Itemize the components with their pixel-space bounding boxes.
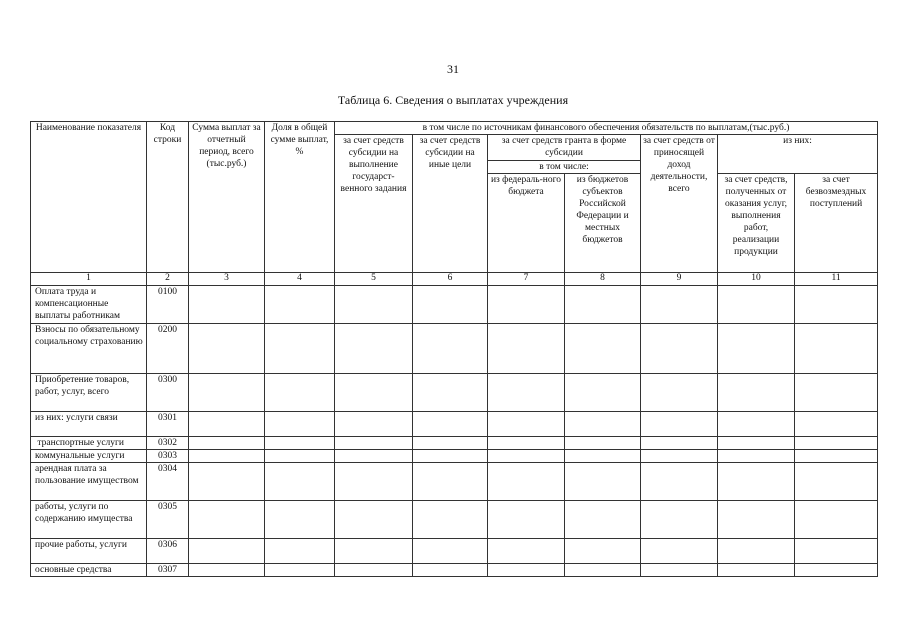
row-name: прочие работы, услуги <box>31 539 147 564</box>
row-name: Оплата труда и компенсационные выплаты работникам <box>31 286 147 324</box>
data-cell <box>795 286 878 324</box>
column-number: 11 <box>795 273 878 286</box>
data-cell <box>718 374 795 412</box>
header-share: Доля в общей сумме выплат, % <box>265 122 335 273</box>
row-code: 0302 <box>147 437 189 450</box>
table-row <box>31 437 878 450</box>
data-cell <box>335 324 413 374</box>
data-cell <box>641 412 718 437</box>
data-cell <box>189 437 265 450</box>
data-cell <box>189 374 265 412</box>
data-cell <box>413 450 488 463</box>
header-income: за счет средств от приносящей доход деятельности, всего <box>641 135 718 273</box>
data-cell <box>265 437 335 450</box>
data-cell <box>795 324 878 374</box>
data-cell <box>265 501 335 539</box>
table-row <box>31 286 878 324</box>
data-cell <box>718 437 795 450</box>
table-row <box>31 374 878 412</box>
data-cell <box>795 539 878 564</box>
data-cell <box>488 539 565 564</box>
data-cell <box>795 463 878 501</box>
table-row <box>31 450 878 463</box>
data-cell <box>265 412 335 437</box>
header-sources: в том числе по источникам финансового обеспечения обязательств по выплатам,(тыс.руб.) <box>335 122 878 135</box>
data-cell <box>265 286 335 324</box>
table-row <box>31 463 878 501</box>
data-cell <box>488 286 565 324</box>
data-cell <box>565 539 641 564</box>
data-cell <box>189 412 265 437</box>
data-cell <box>335 463 413 501</box>
data-cell <box>413 286 488 324</box>
row-code: 0300 <box>147 374 189 412</box>
row-code: 0305 <box>147 501 189 539</box>
header-services: за счет средств, полученных от оказания услуг, выполнения работ, реализации продукции <box>718 174 795 273</box>
data-cell <box>565 324 641 374</box>
table-row <box>31 412 878 437</box>
header-regional: из бюджетов субъектов Российской Федерации и местных бюджетов <box>565 174 641 273</box>
table-row <box>31 539 878 564</box>
row-name: транспортные услуги <box>31 437 147 450</box>
data-cell <box>189 463 265 501</box>
data-cell <box>189 286 265 324</box>
column-number: 8 <box>565 273 641 286</box>
column-number: 2 <box>147 273 189 286</box>
data-cell <box>265 463 335 501</box>
column-number: 6 <box>413 273 488 286</box>
data-cell <box>795 412 878 437</box>
data-cell <box>335 564 413 577</box>
data-cell <box>335 450 413 463</box>
data-cell <box>565 412 641 437</box>
column-number: 7 <box>488 273 565 286</box>
data-cell <box>335 412 413 437</box>
data-cell <box>265 564 335 577</box>
data-cell <box>413 374 488 412</box>
column-numbers-row <box>31 273 878 286</box>
data-cell <box>641 450 718 463</box>
data-cell <box>189 539 265 564</box>
data-cell <box>641 324 718 374</box>
data-cell <box>641 501 718 539</box>
data-cell <box>565 501 641 539</box>
data-cell <box>189 564 265 577</box>
header-other-subsidy: за счет средств субсидии на иные цели <box>413 135 488 273</box>
table-title: Таблица 6. Сведения о выплатах учреждения <box>337 93 569 107</box>
data-cell <box>413 564 488 577</box>
data-cell <box>488 374 565 412</box>
data-cell <box>189 501 265 539</box>
data-cell <box>265 539 335 564</box>
data-cell <box>265 324 335 374</box>
data-cell <box>488 437 565 450</box>
column-number: 9 <box>641 273 718 286</box>
row-name: арендная плата за пользование имуществом <box>31 463 147 501</box>
data-cell <box>413 539 488 564</box>
column-number: 5 <box>335 273 413 286</box>
data-cell <box>718 286 795 324</box>
data-cell <box>641 539 718 564</box>
header-grant: за счет средств гранта в форме субсидии <box>488 135 641 161</box>
row-name: Приобретение товаров, работ, услуг, всего <box>31 374 147 412</box>
data-cell <box>641 374 718 412</box>
data-cell <box>488 412 565 437</box>
data-cell <box>565 437 641 450</box>
data-cell <box>795 437 878 450</box>
data-cell <box>189 324 265 374</box>
data-cell <box>335 374 413 412</box>
data-cell <box>718 450 795 463</box>
data-cell <box>488 324 565 374</box>
data-cell <box>413 501 488 539</box>
data-cell <box>335 501 413 539</box>
data-cell <box>413 324 488 374</box>
data-cell <box>641 463 718 501</box>
header-federal: из федераль-ного бюджета <box>488 174 565 273</box>
column-number: 1 <box>31 273 147 286</box>
row-code: 0307 <box>147 564 189 577</box>
data-cell <box>488 463 565 501</box>
column-number: 3 <box>189 273 265 286</box>
header-name: Наименование показателя <box>31 122 147 273</box>
data-cell <box>718 463 795 501</box>
row-code: 0100 <box>147 286 189 324</box>
column-number: 4 <box>265 273 335 286</box>
page-number: 31 <box>447 62 459 76</box>
data-cell <box>718 412 795 437</box>
data-cell <box>795 564 878 577</box>
row-name: из них: услуги связи <box>31 412 147 437</box>
data-cell <box>641 564 718 577</box>
data-cell <box>718 324 795 374</box>
data-cell <box>265 450 335 463</box>
data-cell <box>413 412 488 437</box>
row-name: коммунальные услуги <box>31 450 147 463</box>
row-name: основные средства <box>31 564 147 577</box>
header-grant-incl: в том числе: <box>488 161 641 174</box>
row-name: Взносы по обязательному социальному страхованию <box>31 324 147 374</box>
header-code: Код строки <box>147 122 189 273</box>
data-cell <box>718 539 795 564</box>
row-code: 0301 <box>147 412 189 437</box>
data-cell <box>265 374 335 412</box>
header-gratis: за счет безвозмездных поступлений <box>795 174 878 273</box>
data-cell <box>335 437 413 450</box>
header-of-them: из них: <box>718 135 878 174</box>
column-number: 10 <box>718 273 795 286</box>
payments-table <box>30 121 878 577</box>
data-cell <box>565 450 641 463</box>
data-cell <box>641 286 718 324</box>
row-name: работы, услуги по содержанию имущества <box>31 501 147 539</box>
row-code: 0306 <box>147 539 189 564</box>
data-cell <box>335 286 413 324</box>
data-cell <box>413 437 488 450</box>
table-row <box>31 324 878 374</box>
data-cell <box>565 463 641 501</box>
data-cell <box>795 501 878 539</box>
table-row <box>31 501 878 539</box>
data-cell <box>795 374 878 412</box>
data-cell <box>718 564 795 577</box>
data-cell <box>718 501 795 539</box>
row-code: 0304 <box>147 463 189 501</box>
data-cell <box>488 450 565 463</box>
data-cell <box>488 501 565 539</box>
row-code: 0303 <box>147 450 189 463</box>
header-total: Сумма выплат за отчетный период, всего (тыс.руб.) <box>189 122 265 273</box>
data-cell <box>413 463 488 501</box>
data-cell <box>565 286 641 324</box>
data-cell <box>189 450 265 463</box>
header-task-subsidy: за счет средств субсидии на выполнение государст-венного задания <box>335 135 413 273</box>
data-cell <box>488 564 565 577</box>
data-cell <box>335 539 413 564</box>
data-cell <box>795 450 878 463</box>
table-row <box>31 564 878 577</box>
data-cell <box>565 374 641 412</box>
data-cell <box>565 564 641 577</box>
data-cell <box>641 437 718 450</box>
row-code: 0200 <box>147 324 189 374</box>
